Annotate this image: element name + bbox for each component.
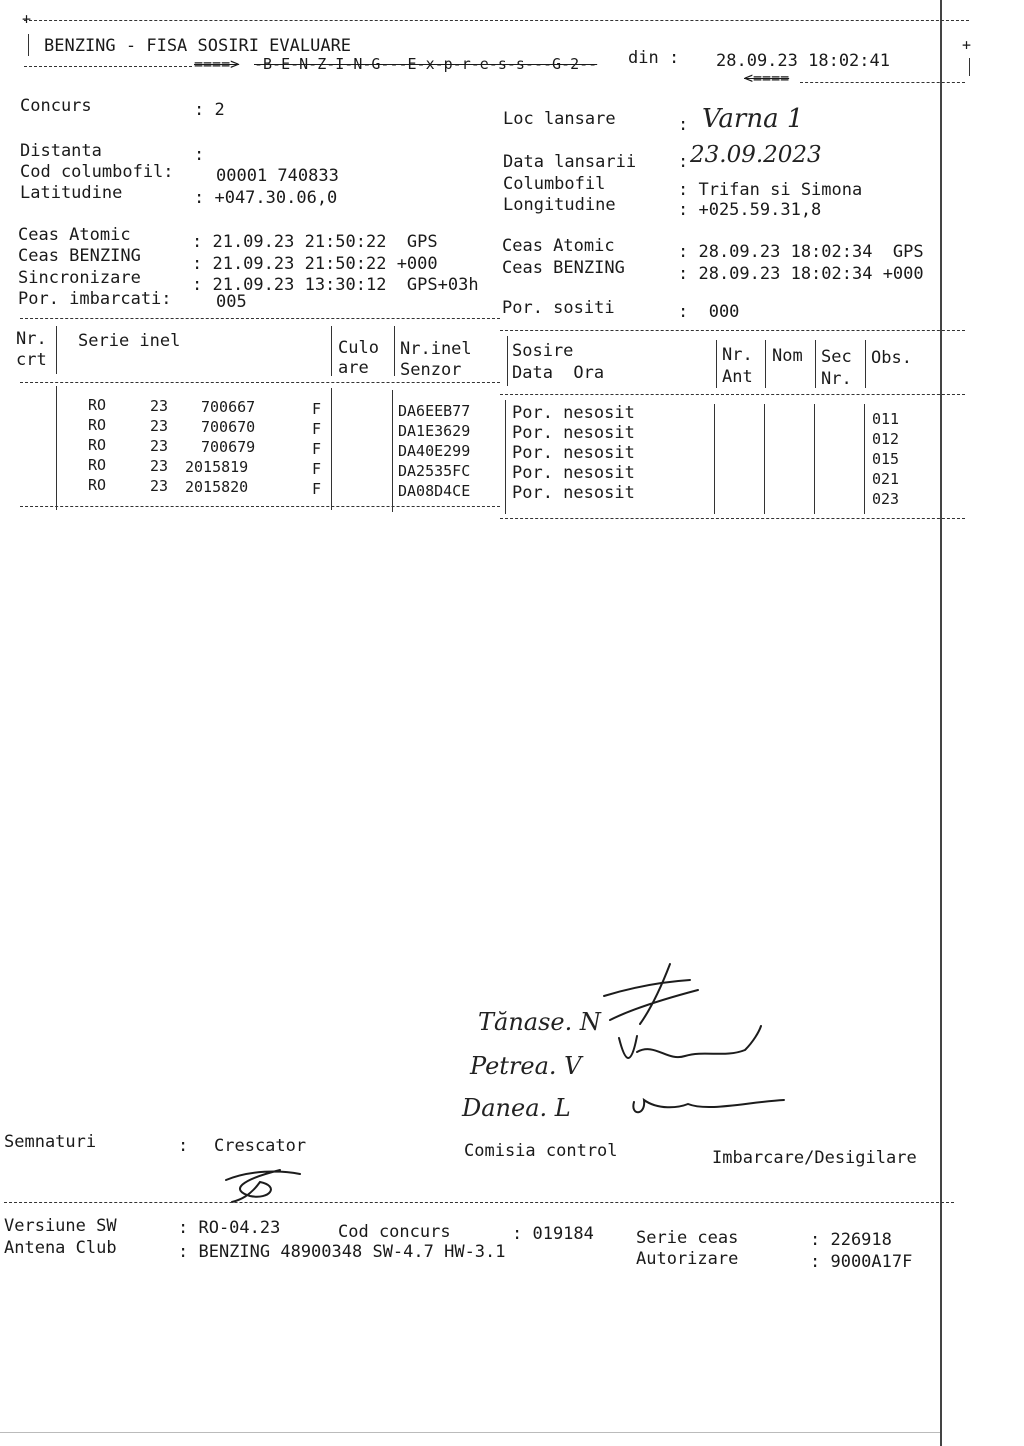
scan-bottom-edge [0, 1432, 940, 1433]
ceas-benzing-sosire-label: Ceas BENZING [502, 258, 625, 278]
ceas-benzing-label: Ceas BENZING [18, 246, 141, 266]
col-separator [56, 326, 57, 374]
ring-sex: F [312, 400, 322, 418]
ring-year: 23 [150, 437, 169, 455]
header-nom: Nom [772, 346, 803, 366]
header-bottom-border-left [24, 66, 192, 67]
header-top-border [24, 20, 969, 21]
ring-number: 2015819 [185, 458, 249, 476]
report-date-value: 28.09.23 18:02:41 [716, 51, 890, 71]
ring-number: 700670 [201, 418, 256, 436]
loc-lansare-colon: : [678, 115, 689, 135]
header-nr-ant: Ant [722, 367, 753, 387]
autorizare-value: : 9000A17F [810, 1252, 913, 1272]
col-separator [716, 340, 717, 388]
ring-country: RO [88, 476, 107, 494]
cod-columbofil-value: 00001 740833 [216, 166, 339, 186]
table-top-border-right [500, 330, 965, 331]
ceas-atomic-value: : 21.09.23 21:50:22 GPS [192, 232, 438, 252]
report-title: BENZING - FISA SOSIRI EVALUARE [44, 36, 352, 56]
ring-year: 23 [150, 397, 169, 415]
table-bottom-border [20, 506, 500, 507]
ceas-benzing-value: : 21.09.23 21:50:22 +000 [192, 254, 438, 274]
header-corner: + [962, 36, 972, 54]
commission-name-2: Petrea. V [470, 1052, 582, 1080]
obs-value: 011 [872, 410, 900, 428]
imbarcati-value: 005 [216, 292, 247, 312]
banner-arrow-left: ====> [194, 55, 240, 73]
commission-name-3: Danea. L [462, 1094, 571, 1122]
concurs-value: : 2 [194, 100, 225, 120]
table-header-rule-right [500, 394, 965, 395]
header-corner: + [22, 10, 32, 28]
ring-sex: F [312, 460, 322, 478]
arrival-status: Por. nesosit [512, 443, 635, 463]
commission-name-1: Tănase. N [478, 1008, 601, 1036]
col-separator [765, 340, 766, 388]
distanta-label: Distanta [20, 141, 102, 161]
signature-3 [628, 1092, 788, 1122]
longitudine-value: : +025.59.31,8 [678, 200, 822, 220]
versiune-sw-value: : RO-04.23 [178, 1218, 281, 1238]
col-separator [764, 404, 765, 514]
ring-year: 23 [150, 477, 169, 495]
banner-text: -B-E-N-Z-I-N-G---E-x-p-r-e-s-s---G-2-- [254, 55, 598, 73]
header-nr-inel-senzor: Senzor [400, 360, 462, 380]
por-sositi-label: Por. sositi [502, 298, 615, 318]
ceas-atomic-sosire-label: Ceas Atomic [502, 236, 615, 256]
imbarcati-label: Por. imbarcati: [18, 289, 172, 309]
serie-ceas-value: : 226918 [810, 1230, 892, 1250]
versiune-sw-label: Versiune SW [4, 1216, 117, 1236]
col-separator [507, 336, 508, 386]
cod-concurs-value: : 019184 [512, 1224, 594, 1244]
columbofil-value: : Trifan si Simona [678, 180, 863, 200]
header-bottom-border-right [800, 82, 965, 83]
arrival-status: Por. nesosit [512, 403, 635, 423]
ring-number: 700679 [201, 438, 256, 456]
header-sec-nr: Nr. [821, 369, 852, 389]
col-separator [331, 326, 332, 376]
table-top-border [20, 318, 500, 319]
ring-sex: F [312, 440, 322, 458]
ring-country: RO [88, 456, 107, 474]
header-sosire: Sosire [512, 341, 574, 361]
obs-value: 021 [872, 470, 900, 488]
sincronizare-label: Sincronizare [18, 268, 141, 288]
sensor-id: DA6EEB77 [398, 402, 471, 420]
serie-ceas-label: Serie ceas [636, 1228, 739, 1248]
banner-arrow-right: <==== [744, 69, 790, 87]
header-nr-crt: Nr. [16, 329, 47, 349]
sincronizare-value: : 21.09.23 13:30:12 GPS+03h [192, 275, 479, 295]
ring-country: RO [88, 436, 107, 454]
footer-rule [4, 1202, 954, 1203]
header-nr-inel-senzor: Nr.inel [400, 339, 472, 359]
sensor-id: DA40E299 [398, 442, 471, 460]
semnaturi-label: Semnaturi [4, 1132, 97, 1152]
semnaturi-colon: : [178, 1136, 189, 1156]
sensor-id: DA08D4CE [398, 482, 471, 500]
col-separator [864, 404, 865, 514]
arrival-status: Por. nesosit [512, 423, 635, 443]
por-sositi-value: : 000 [678, 302, 740, 322]
data-lansarii-label: Data lansarii [503, 152, 637, 172]
columbofil-label: Columbofil [503, 174, 606, 194]
page-edge-line [940, 0, 942, 1446]
antena-club-label: Antena Club [4, 1238, 117, 1258]
col-separator [331, 388, 332, 510]
table-bottom-border-right [500, 518, 965, 519]
header-sec-nr: Sec [821, 347, 852, 367]
ceas-benzing-sosire-value: : 28.09.23 18:02:34 +000 [678, 264, 924, 284]
arrival-status: Por. nesosit [512, 463, 635, 483]
ceas-atomic-label: Ceas Atomic [18, 225, 131, 245]
header-nr-crt: crt [16, 350, 47, 370]
data-lansarii-value: 23.09.2023 [690, 142, 822, 168]
ring-country: RO [88, 416, 107, 434]
latitudine-value: : +047.30.06,0 [194, 188, 338, 208]
sensor-id: DA1E3629 [398, 422, 471, 440]
ring-country: RO [88, 396, 107, 414]
col-separator [815, 340, 816, 388]
obs-value: 012 [872, 430, 900, 448]
arrival-status: Por. nesosit [512, 483, 635, 503]
ring-number: 2015820 [185, 478, 249, 496]
header-obs: Obs. [871, 348, 912, 368]
longitudine-label: Longitudine [503, 195, 616, 215]
header-culoare: are [338, 358, 369, 378]
latitudine-label: Latitudine [20, 183, 123, 203]
loc-lansare-label: Loc lansare [503, 109, 616, 129]
col-separator [505, 400, 506, 514]
imbarcare-desigilare-label: Imbarcare/Desigilare [712, 1148, 917, 1168]
col-separator [714, 404, 715, 514]
header-nr-ant: Nr. [722, 345, 753, 365]
concurs-label: Concurs [20, 96, 92, 116]
ring-sex: F [312, 480, 322, 498]
crescator-label: Crescator [214, 1136, 307, 1156]
obs-value: 023 [872, 490, 900, 508]
col-separator [814, 404, 815, 514]
ring-number: 700667 [201, 398, 256, 416]
loc-lansare-value: Varna 1 [702, 104, 804, 134]
report-date-label: din : [628, 48, 680, 68]
cod-concurs-label: Cod concurs [338, 1222, 451, 1242]
header-left-border [28, 34, 29, 56]
col-separator [56, 386, 57, 510]
cod-columbofil-label: Cod columbofil: [20, 162, 174, 182]
header-right-border [969, 58, 970, 76]
ring-year: 23 [150, 417, 169, 435]
distanta-value: : [194, 145, 205, 165]
sensor-id: DA2535FC [398, 462, 471, 480]
ceas-atomic-sosire-value: : 28.09.23 18:02:34 GPS [678, 242, 924, 262]
crescator-signature [220, 1166, 310, 1206]
comisia-control-label: Comisia control [464, 1141, 618, 1161]
header-serie-inel: Serie inel [78, 331, 181, 351]
ring-sex: F [312, 420, 322, 438]
col-separator [392, 390, 393, 512]
header-sosire-data-ora: Data Ora [512, 363, 605, 383]
header-culoare: Culo [338, 338, 379, 358]
col-separator [865, 340, 866, 388]
signature-2 [615, 1022, 765, 1072]
obs-value: 015 [872, 450, 900, 468]
ring-year: 23 [150, 457, 169, 475]
autorizare-label: Autorizare [636, 1249, 739, 1269]
table-header-rule [20, 382, 500, 383]
col-separator [394, 326, 395, 376]
data-lansarii-colon: : [678, 152, 689, 172]
antena-club-value: : BENZING 48900348 SW-4.7 HW-3.1 [178, 1242, 506, 1262]
